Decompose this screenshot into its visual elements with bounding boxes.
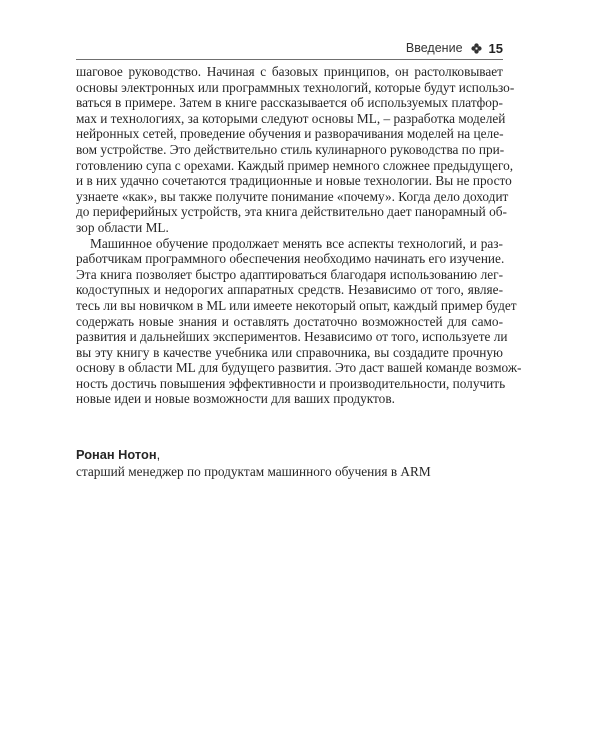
paragraph-1 bbox=[76, 64, 515, 236]
text-line: шаговое руководство. Начиная с базовых принципов, он растолковывает bbox=[76, 64, 503, 79]
paragraph-2 bbox=[76, 235, 522, 408]
text-line: основу в области ML для будущего развития. Это даст вашей команде возмож- bbox=[76, 360, 522, 376]
text-line: развития и дальнейших экспериментов. Независимо от того, используете ли bbox=[76, 329, 508, 345]
text-line: и в них удачно сочетаются традиционные и новые технологии. Вы не просто bbox=[76, 173, 512, 189]
text-line: мах и технологиях, за которыми следуют основы ML, – разработка моделей bbox=[76, 110, 506, 126]
section-title: Введение bbox=[405, 41, 463, 55]
author-name: Ронан Нотон bbox=[76, 447, 157, 462]
four-petal-ornament-icon bbox=[471, 43, 482, 54]
text-line: вом устройстве. Это действительно стиль кулинарного руководства по при- bbox=[76, 141, 505, 157]
page-number: 15 bbox=[488, 40, 503, 56]
text-line: Машинное обучение продолжает менять все аспекты технологий, и раз- bbox=[90, 235, 503, 251]
text-line: содержать новые знания и оставлять достаточно возможностей для само- bbox=[76, 313, 503, 329]
text-line: тесь ли вы новичком в ML или имеете некоторый опыт, каждый пример будет bbox=[76, 297, 517, 313]
running-header bbox=[76, 37, 503, 59]
author-role: старший менеджер по продуктам машинного обучения в ARM bbox=[76, 464, 431, 479]
text-line: до периферийных устройств, эта книга действительно дает панорамный об- bbox=[76, 204, 507, 220]
text-line: новые идеи и новые возможности для ваших продуктов. bbox=[76, 391, 395, 407]
text-line: Эта книга позволяет быстро адаптироваться благодаря использованию лег- bbox=[76, 266, 503, 282]
name-separator: , bbox=[156, 447, 161, 462]
text-line: ность достичь повышения эффективности и производительности, получить bbox=[76, 375, 506, 391]
text-line: ваться в примере. Затем в книге рассказывается об используемых платфор- bbox=[76, 95, 503, 111]
text-line: готовлению супа с орехами. Каждый пример немного сложнее предыдущего, bbox=[76, 157, 514, 173]
body-text bbox=[76, 64, 522, 407]
header-rule bbox=[76, 59, 503, 60]
text-line: кодоступных и недорогих аппаратных средств. Независимо от того, являе- bbox=[76, 282, 503, 298]
text-line: нейронных сетей, проведение обучения и разворачивания моделей на целе- bbox=[76, 126, 504, 142]
text-line: зор области ML. bbox=[76, 219, 169, 235]
text-line: вы эту книгу в качестве учебника или справочника, вы создадите прочную bbox=[76, 344, 503, 360]
author-signature bbox=[76, 447, 503, 480]
text-line: узнаете «как», вы также получите понимание «почему». Когда дело доходит bbox=[76, 188, 509, 204]
text-line: основы электронных или программных технологий, которые будут использо- bbox=[76, 79, 515, 95]
text-line: работчикам программного обеспечения необходимо начинать его изучение. bbox=[76, 251, 505, 267]
